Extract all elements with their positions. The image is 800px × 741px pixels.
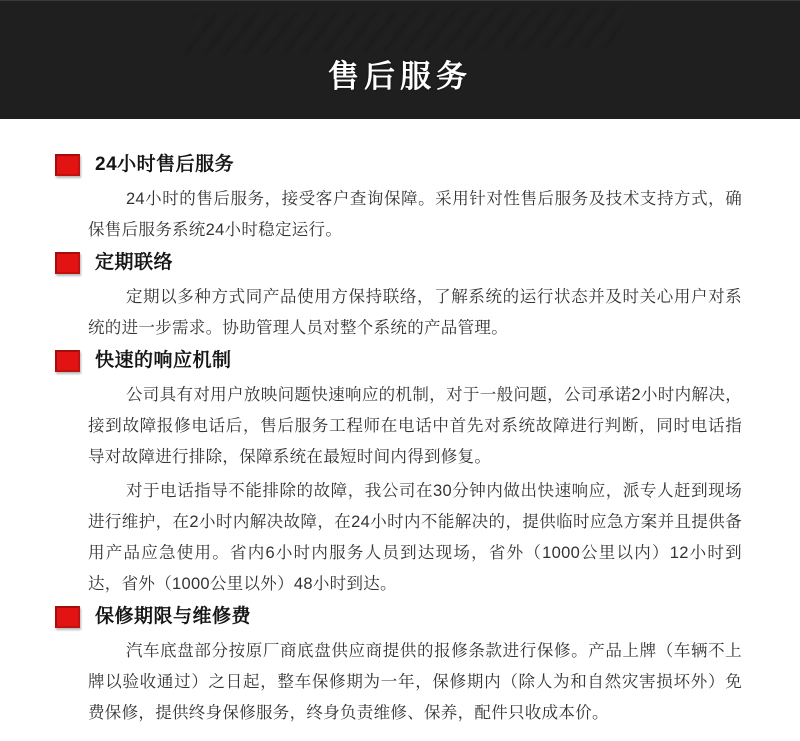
section-paragraph: 汽车底盘部分按原厂商底盘供应商提供的报修条款进行保修。产品上牌（车辆不上牌以验收通过）之日起，整车保修期为一年，保修期内（除人为和自然灾害损坏外）免费保修，提供终身保修服务，终身负责维修、保养，配件只收成本价。 <box>88 642 742 722</box>
section-header <box>55 605 742 629</box>
section-heading: 定期联络 <box>95 252 174 273</box>
section-header <box>55 153 742 177</box>
service-section <box>55 605 742 729</box>
section-paragraph: 对于电话指导不能排除的故障，我公司在30分钟内做出快速响应，派专人赶到现场进行维护，在2小时内解决故障，在24小时内不能解决的，提供临时应急方案并且提供备用产品应急使用。省内6小时内服务人员到达现场，省外（1000公里以内）12小时到达，省外（1000公里以外）48小时到达。 <box>88 482 742 593</box>
service-section <box>55 251 742 344</box>
section-header <box>55 349 742 373</box>
red-square-bullet-icon <box>55 154 80 176</box>
section-paragraph: 24小时的售后服务，接受客户查询保障。采用针对性售后服务及技术支持方式，确保售后服务系统24小时稳定运行。 <box>88 190 742 239</box>
section-heading: 24小时售后服务 <box>95 154 235 175</box>
section-heading: 快速的响应机制 <box>95 350 232 371</box>
page-title: 售后服务 <box>328 58 472 94</box>
red-square-bullet-icon <box>55 350 80 372</box>
red-square-bullet-icon <box>55 252 80 274</box>
section-header <box>55 251 742 275</box>
page-header <box>0 0 800 119</box>
watermark-smudge <box>183 7 628 54</box>
section-heading: 保修期限与维修费 <box>95 606 252 627</box>
service-section <box>55 349 742 600</box>
service-sections <box>0 119 800 729</box>
red-square-bullet-icon <box>55 606 80 628</box>
service-section <box>55 153 742 246</box>
section-paragraph: 定期以多种方式同产品使用方保持联络，了解系统的运行状态并及时关心用户对系统的进一步需求。协助管理人员对整个系统的产品管理。 <box>88 288 742 337</box>
section-paragraph: 公司具有对用户放映问题快速响应的机制，对于一般问题，公司承诺2小时内解决，接到故障报修电话后，售后服务工程师在电话中首先对系统故障进行判断，同时电话指导对故障进行排除，保障系统在最短时间内得到修复。 <box>88 386 742 466</box>
